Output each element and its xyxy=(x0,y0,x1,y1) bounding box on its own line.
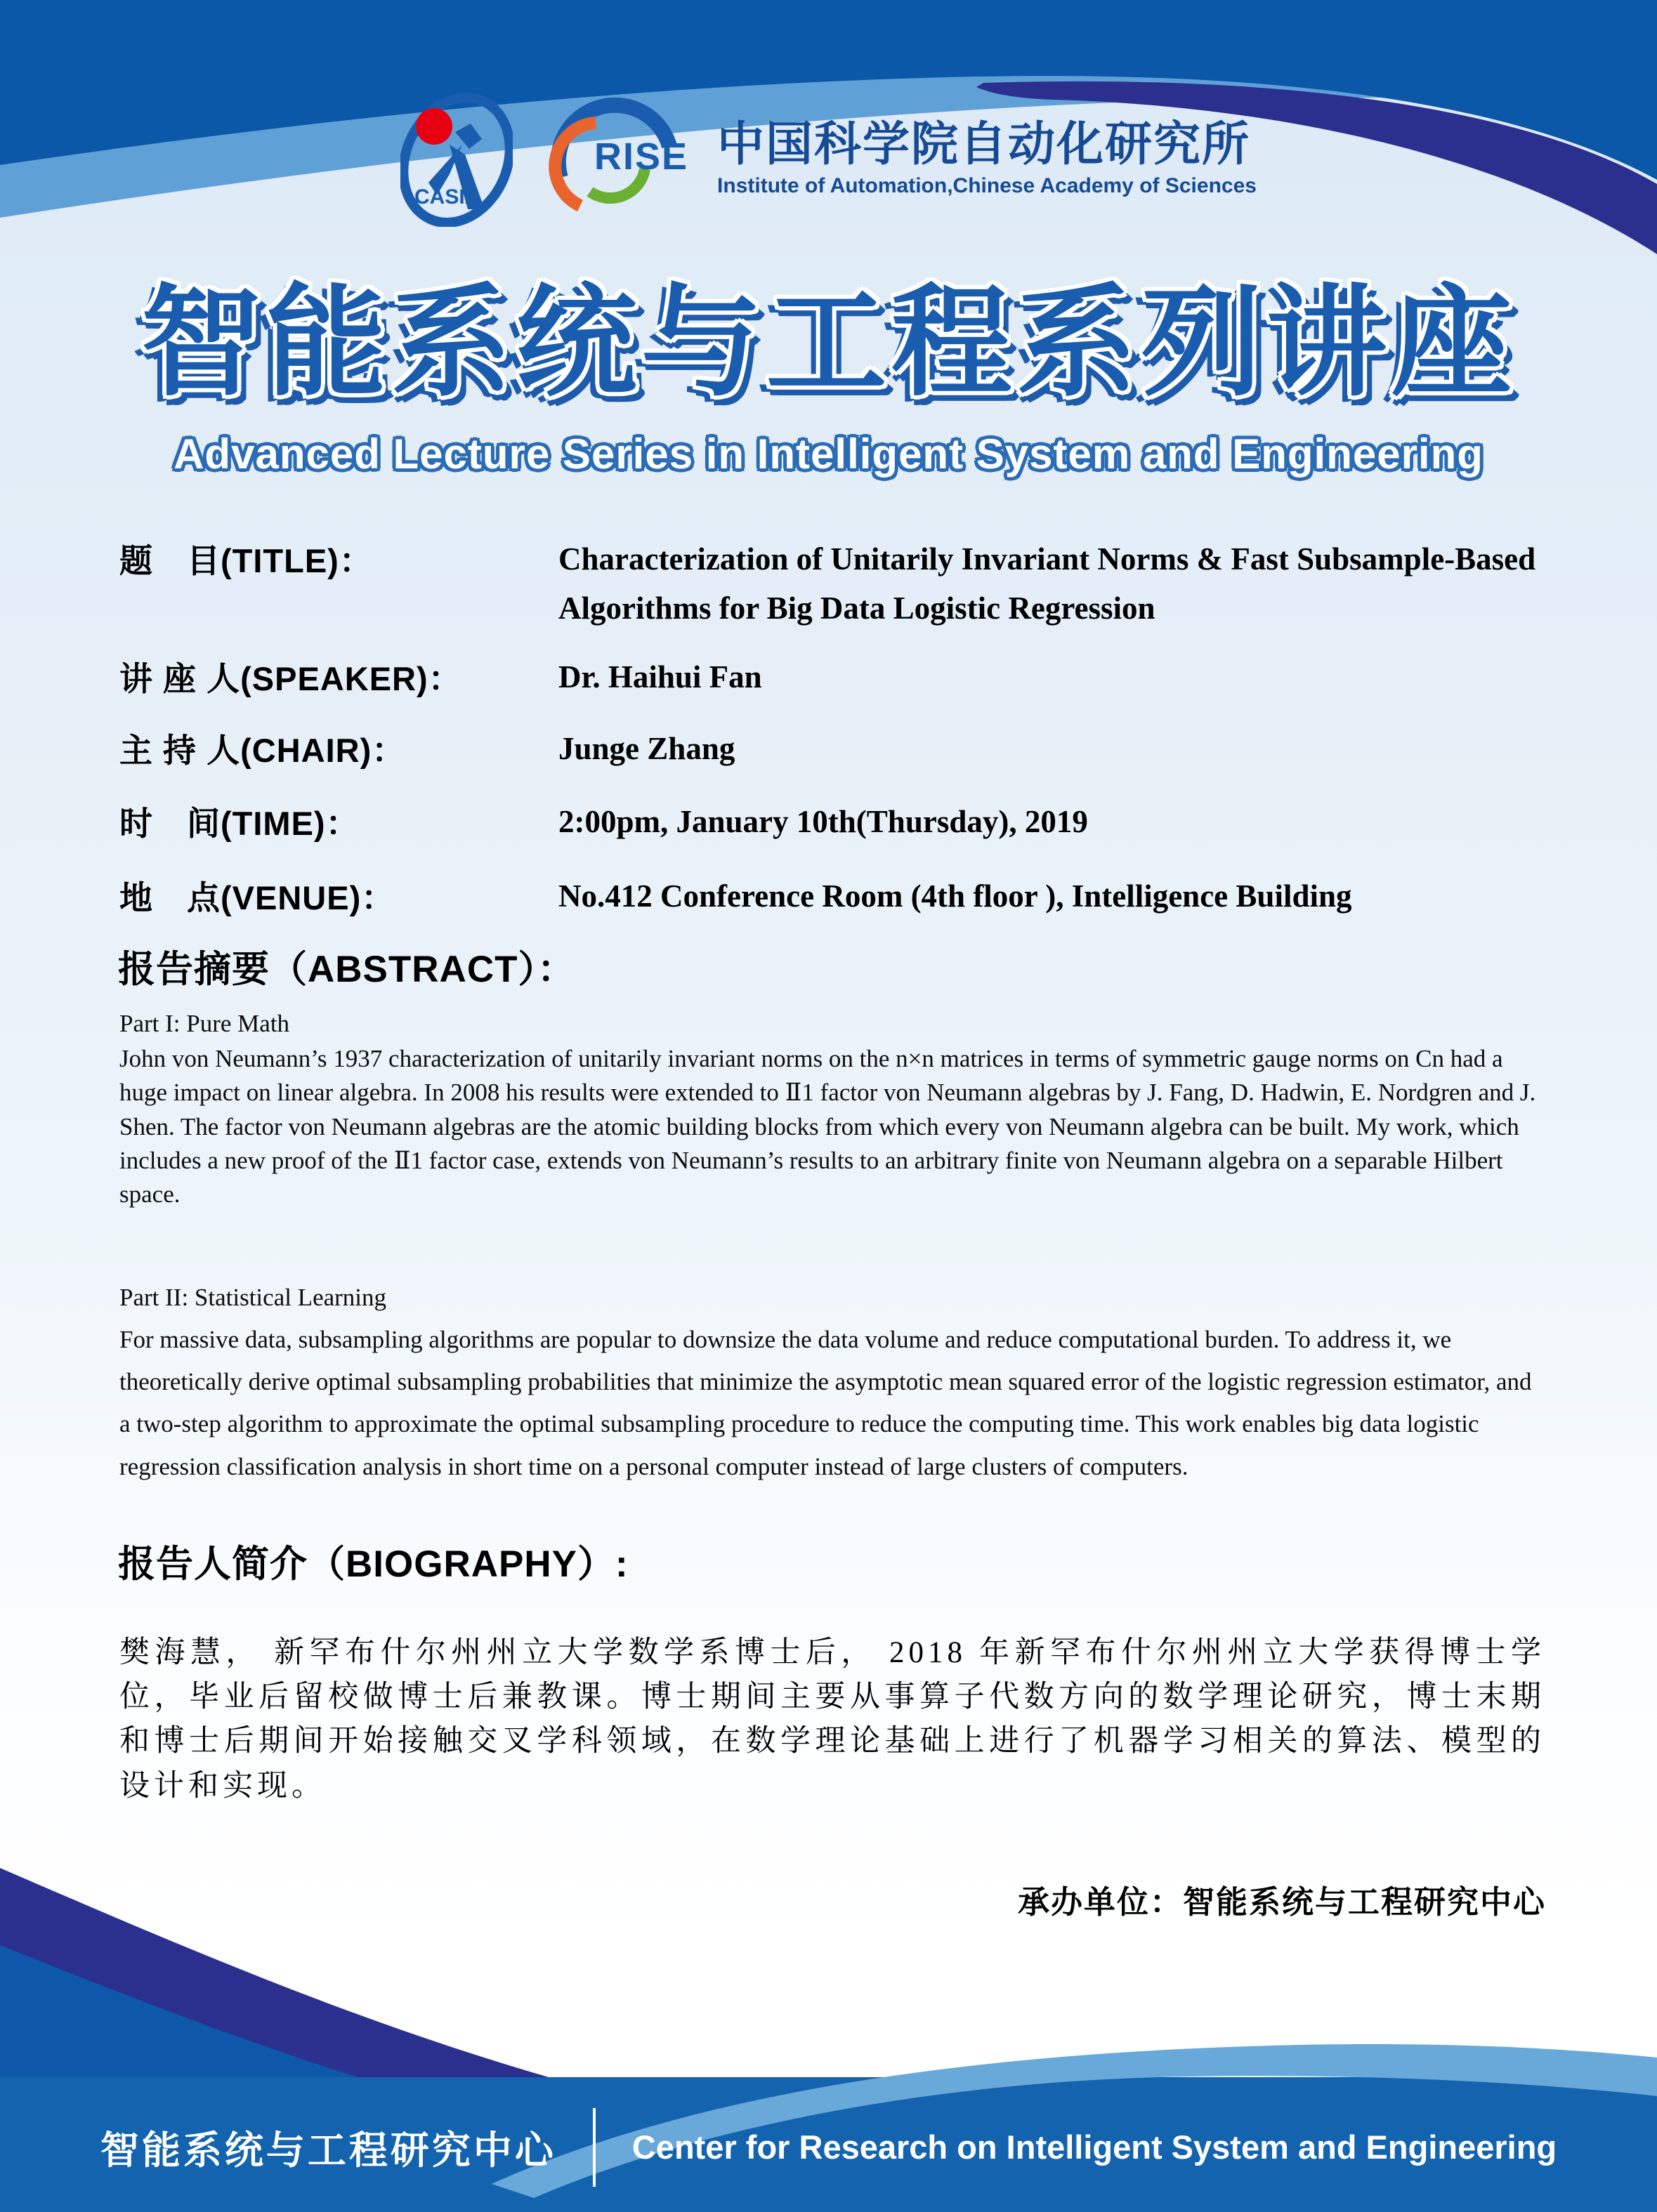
institute-name-block xyxy=(717,119,1257,199)
title-value: Characterization of Unitarily Invariant Norms & Fast Subsample-Based Algorithms for Big Data Logistic Regression xyxy=(558,541,1536,626)
institute-name-cn: 中国科学院自动化研究所 xyxy=(717,117,1251,171)
field-row-speaker xyxy=(119,653,1594,702)
field-row-chair xyxy=(119,725,1594,774)
chair-value: Junge Zhang xyxy=(558,731,735,766)
casia-logo-text: CASIA xyxy=(414,185,480,209)
institute-name-en: Institute of Automation,Chinese Academy of Sciences xyxy=(717,174,1257,198)
abstract-part1-text: John von Neumann’s 1937 characterization of unitarily invariant norms on the n×n matrices in terms of symmetric gauge norms on Cn had a huge impact on linear algebra. In 2008 his results were extended to Ⅱ1 factor von Neumann algebras by J. Fang, D. Hadwin, E. Nordgren and J. Shen. The factor von Neumann algebras are the atomic building blocks from which every von Neumann algebra can be built. My work, which includes a new proof of the Ⅱ1 factor case, extends von Neumann’s results to an arbitrary finite von Neumann algebra on a separable Hilbert space. xyxy=(119,1045,1536,1209)
series-title-en: Advanced Lecture Series in Intelligent System and Engineering xyxy=(173,430,1484,478)
rise-logo xyxy=(539,93,690,223)
header-logo-row xyxy=(0,90,1657,227)
biography-text: 樊海慧， 新罕布什尔州州立大学数学系博士后， 2018 年新罕布什尔州州立大学获得博士学位，毕业后留校做博士后兼教课。博士期间主要从事算子代数方向的数学理论研究，博士末期和博士后期间开始接触交叉学科领域，在数学理论基础上进行了机器学习相关的算法、模型的设计和实现。 xyxy=(119,1636,1545,1803)
field-row-time xyxy=(119,798,1594,847)
time-value: 2:00pm, January 10th(Thursday), 2019 xyxy=(558,804,1088,839)
casia-figure-head xyxy=(455,124,482,149)
abstract-heading: 报告摘要（ABSTRACT）： xyxy=(118,949,575,990)
venue-value: No.412 Conference Room (4th floor ), Intelligence Building xyxy=(558,878,1352,914)
footer-center-name-en: Center for Research on Intelligent System and Engineering xyxy=(631,2128,1557,2166)
casia-logo xyxy=(400,90,513,227)
field-row-venue xyxy=(119,872,1594,921)
casia-red-dot xyxy=(416,108,452,145)
time-label: 时 间(TIME)： xyxy=(119,805,360,842)
organizer-line: 承办单位：智能系统与工程研究中心 xyxy=(1017,1884,1546,1920)
footer-divider-bar xyxy=(593,2108,596,2187)
series-title-cn: 智能系统与工程系列讲座 xyxy=(140,275,1517,410)
chair-label: 主 持 人(CHAIR)： xyxy=(119,732,406,769)
footer-content xyxy=(0,2096,1657,2198)
biography-heading: 报告人简介（BIOGRAPHY）: xyxy=(118,1543,629,1585)
footer-center-name-cn: 智能系统与工程研究中心 xyxy=(100,2128,556,2172)
abstract-part2-title: Part II: Statistical Learning xyxy=(119,1284,387,1311)
abstract-part1-title: Part I: Pure Math xyxy=(119,1010,290,1037)
rise-logo-text: RISE xyxy=(594,136,689,178)
venue-label: 地 点(VENUE)： xyxy=(119,879,395,916)
field-row-title xyxy=(119,535,1594,633)
title-label: 题 目(TITLE)： xyxy=(119,542,373,579)
abstract-part2-text: For massive data, subsampling algorithms are popular to downsize the data volume and reduce computational burden. To address it, we theoretically derive optimal subsampling probabilities that minimize the asymptotic mean squared error of the logistic regression estimator, and a two-step algorithm to approximate the optimal subsampling procedure to reduce the computing time. This work enables big data logistic regression classification analysis in short time on a personal computer instead of large clusters of computers. xyxy=(119,1326,1532,1480)
speaker-value: Dr. Haihui Fan xyxy=(558,659,762,694)
speaker-label: 讲 座 人(SPEAKER)： xyxy=(119,660,462,697)
